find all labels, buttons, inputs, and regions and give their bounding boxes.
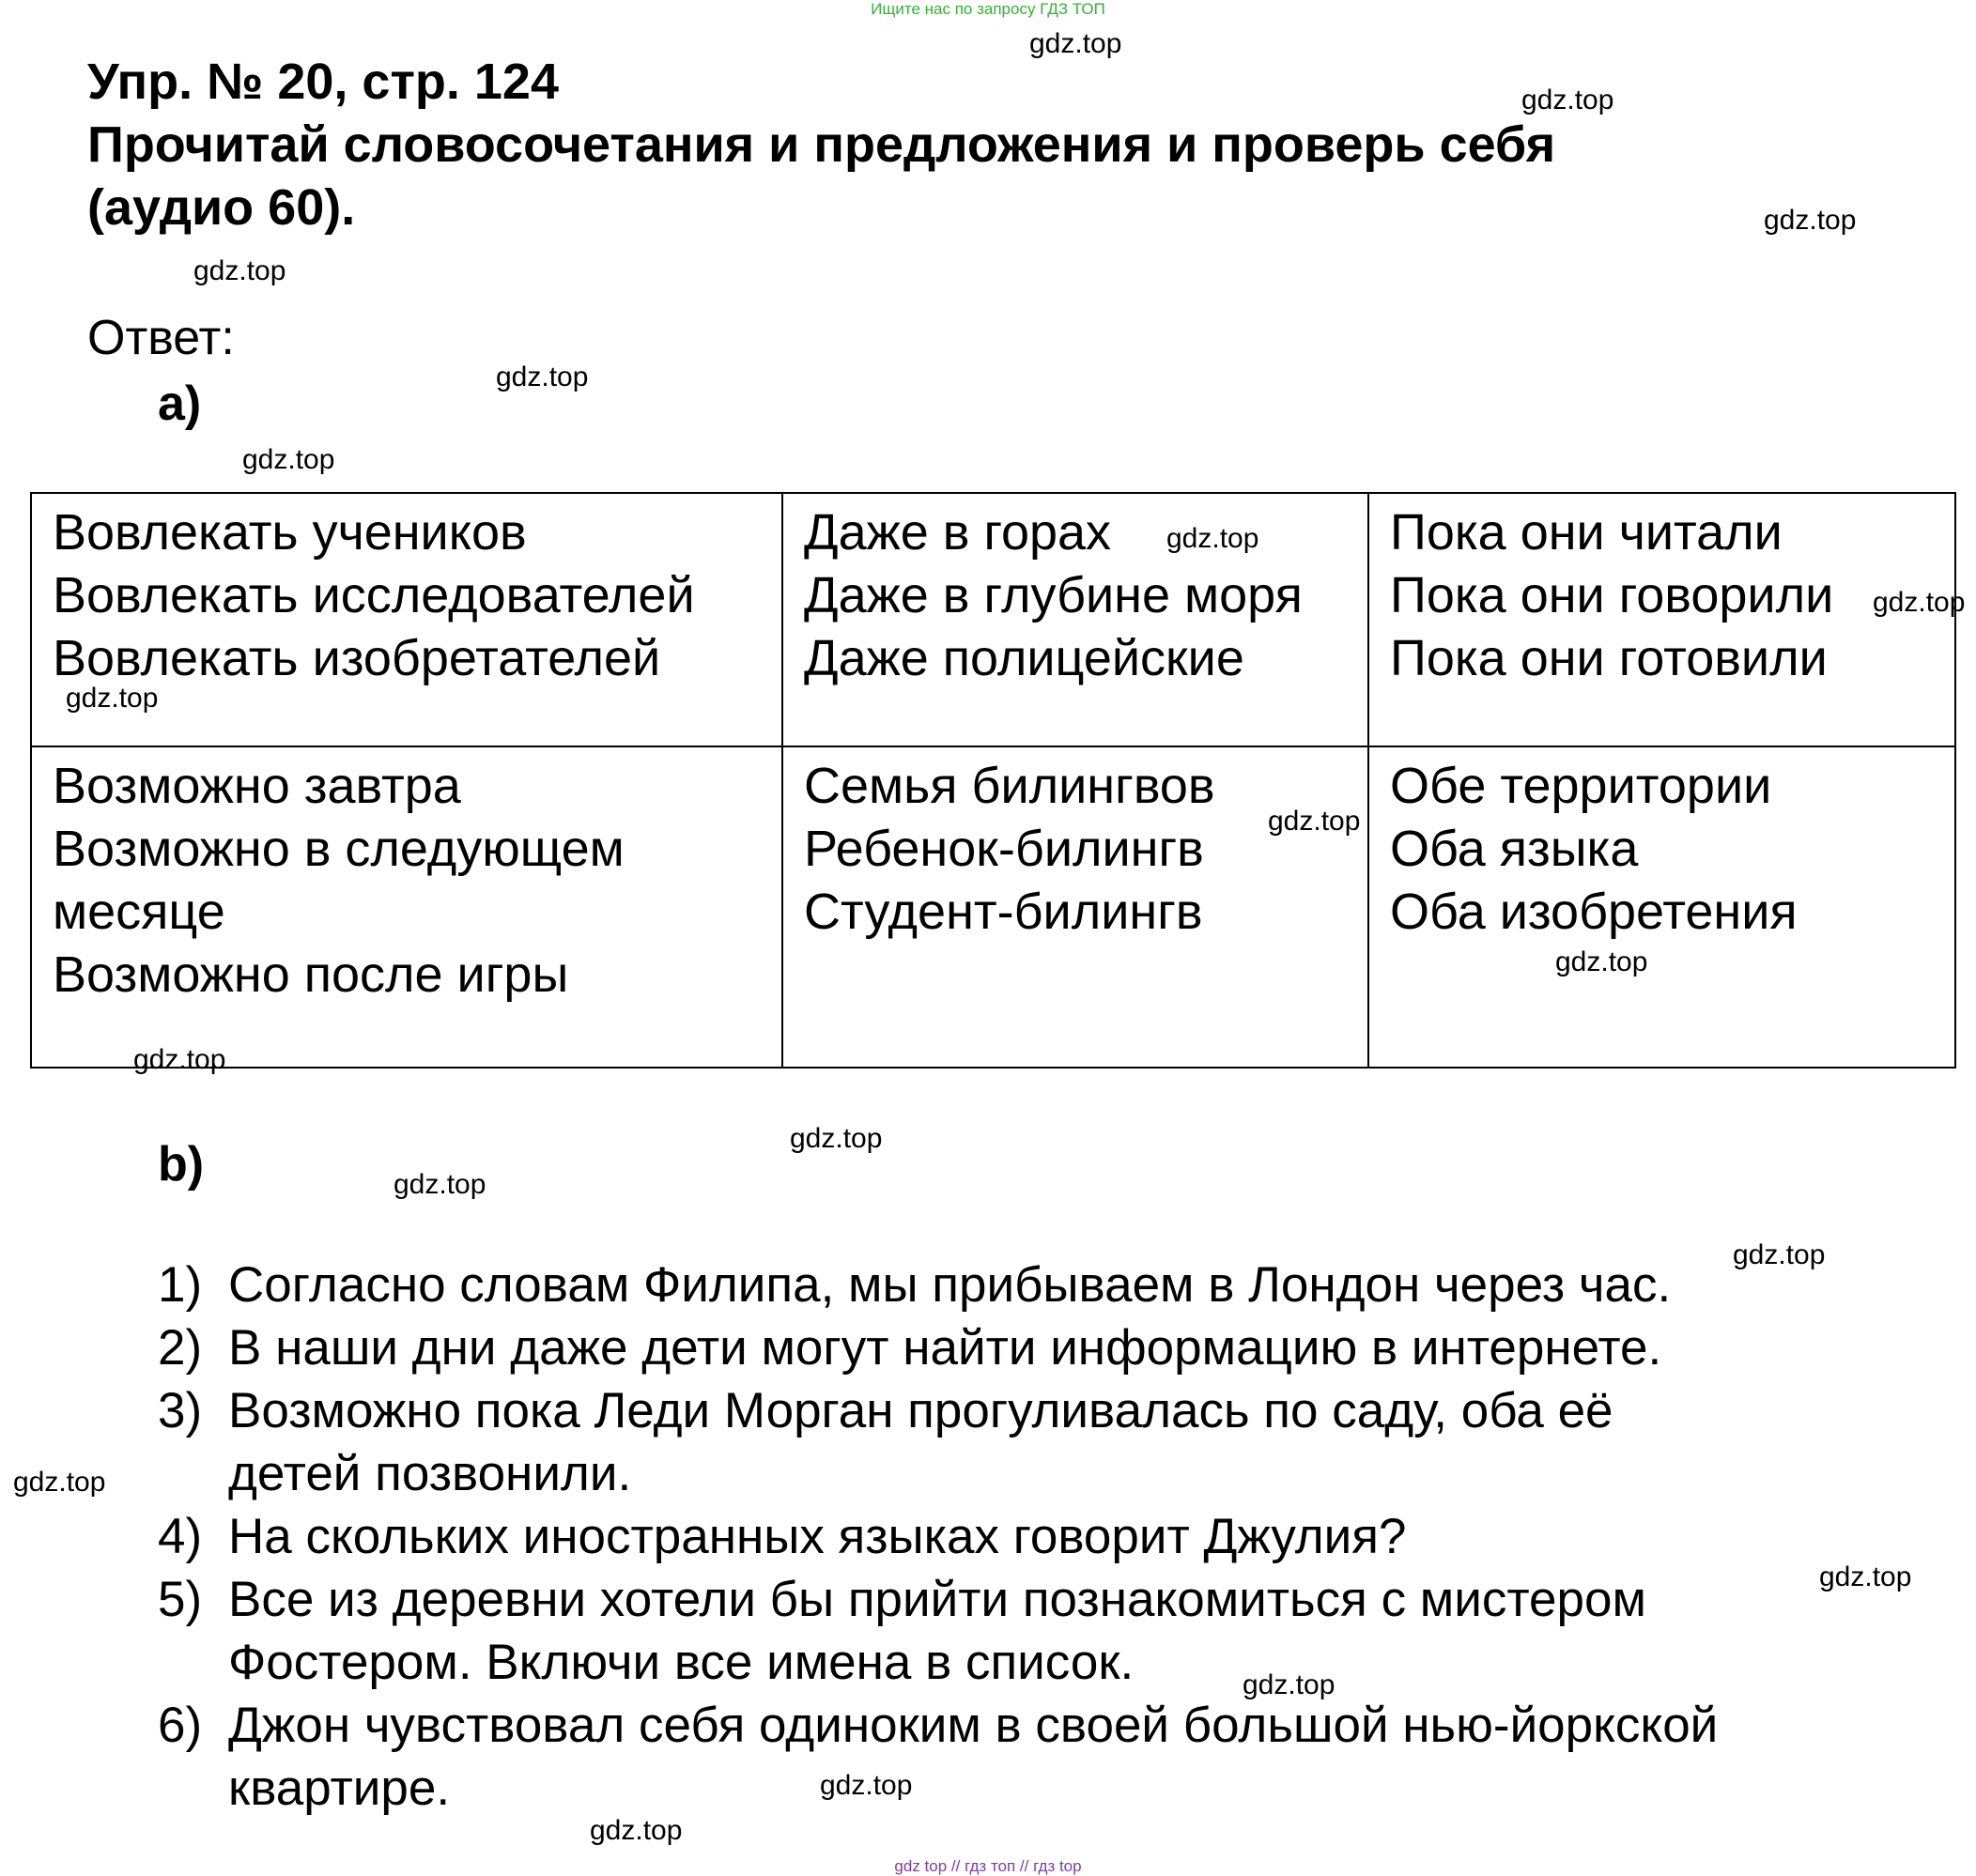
sentence-line: В наши дни даже дети могут найти информацию в интернете. <box>228 1320 1662 1376</box>
bottom-banner: gdz top // гдз топ // гдз top <box>894 1857 1082 1875</box>
sentence-line: Фостером. Включи все имена в список. <box>228 1635 1135 1690</box>
sentence-line: Все из деревни хотели бы прийти познакомиться с мистером <box>228 1572 1646 1627</box>
item-number: 5) <box>158 1572 203 1627</box>
watermark: gdz.top <box>1268 806 1361 837</box>
phrases-table <box>30 492 1956 1069</box>
sentence-line: На скольких иностранных языках говорит Джулия? <box>228 1509 1407 1564</box>
item-number: 6) <box>158 1698 203 1753</box>
watermark: gdz.top <box>1166 523 1259 554</box>
table-cell <box>782 493 1368 746</box>
sentence-line: детей позвонили. <box>228 1446 632 1501</box>
watermark: gdz.top <box>133 1044 226 1075</box>
phrase: Ребенок-билингв <box>804 821 1204 877</box>
table-cell <box>1368 493 1955 746</box>
watermark: gdz.top <box>1243 1669 1335 1700</box>
table-cell <box>31 746 782 1068</box>
section-b-label: b) <box>158 1137 205 1192</box>
phrase: месяце <box>53 884 225 940</box>
task-instruction-line-1: Прочитай словосочетания и предложения и проверь себя <box>87 116 1556 173</box>
sentence-line: квартире. <box>228 1761 451 1816</box>
item-number: 1) <box>158 1257 203 1313</box>
watermark: gdz.top <box>1733 1239 1826 1270</box>
watermark: gdz.top <box>1555 946 1648 977</box>
watermark: gdz.top <box>1819 1561 1912 1592</box>
watermark: gdz.top <box>242 444 335 475</box>
phrase: Пока они читали <box>1390 504 1783 561</box>
phrase: Вовлекать исследователей <box>53 567 695 623</box>
watermark: gdz.top <box>820 1770 913 1801</box>
watermark: gdz.top <box>1873 587 1966 618</box>
sentence-line: Возможно пока Леди Морган прогуливалась по саду, оба её <box>228 1383 1613 1438</box>
phrase: Студент-билингв <box>804 884 1203 940</box>
phrase: Вовлекать учеников <box>53 504 527 561</box>
phrase: Даже полицейские <box>804 630 1244 686</box>
watermark: gdz.top <box>1521 85 1614 115</box>
watermark: gdz.top <box>394 1169 486 1200</box>
item-number: 4) <box>158 1509 203 1564</box>
phrase: Возможно в следующем <box>53 821 625 877</box>
exercise-title: Упр. № 20, стр. 124 <box>87 54 559 110</box>
watermark: gdz.top <box>193 255 286 286</box>
phrase: Возможно завтра <box>53 758 461 814</box>
table-row <box>31 746 1955 1068</box>
watermark: gdz.top <box>13 1467 106 1498</box>
item-number: 2) <box>158 1320 203 1376</box>
table-row <box>31 493 1955 746</box>
phrase: Оба языка <box>1390 821 1639 877</box>
section-a-label: а) <box>158 377 202 431</box>
phrase: Семья билингвов <box>804 758 1215 814</box>
sentence-line: Согласно словам Филипа, мы прибываем в Лондон через час. <box>228 1257 1672 1313</box>
watermark: gdz.top <box>66 683 159 714</box>
phrase: Пока они готовили <box>1390 630 1828 686</box>
task-instruction-line-2: (аудио 60). <box>87 179 356 236</box>
table-cell <box>782 746 1368 1068</box>
phrase: Возможно после игры <box>53 946 569 1003</box>
phrase: Пока они говорили <box>1390 567 1834 623</box>
top-banner: Ищите нас по запросу ГДЗ ТОП <box>871 0 1105 18</box>
watermark: gdz.top <box>1029 28 1122 59</box>
watermark: gdz.top <box>590 1815 683 1846</box>
item-number: 3) <box>158 1383 203 1438</box>
answer-label: Ответ: <box>87 311 235 365</box>
watermark: gdz.top <box>1764 205 1857 236</box>
sentence-line: Джон чувствовал себя одиноким в своей большой нью-йоркской <box>228 1698 1719 1753</box>
watermark: gdz.top <box>790 1123 883 1154</box>
watermark: gdz.top <box>496 361 589 392</box>
phrase: Даже в глубине моря <box>804 567 1303 623</box>
table-cell <box>1368 746 1955 1068</box>
phrase: Даже в горах <box>804 504 1112 561</box>
phrase: Вовлекать изобретателей <box>53 630 661 686</box>
phrase: Обе территории <box>1390 758 1772 814</box>
phrase: Оба изобретения <box>1390 884 1798 940</box>
